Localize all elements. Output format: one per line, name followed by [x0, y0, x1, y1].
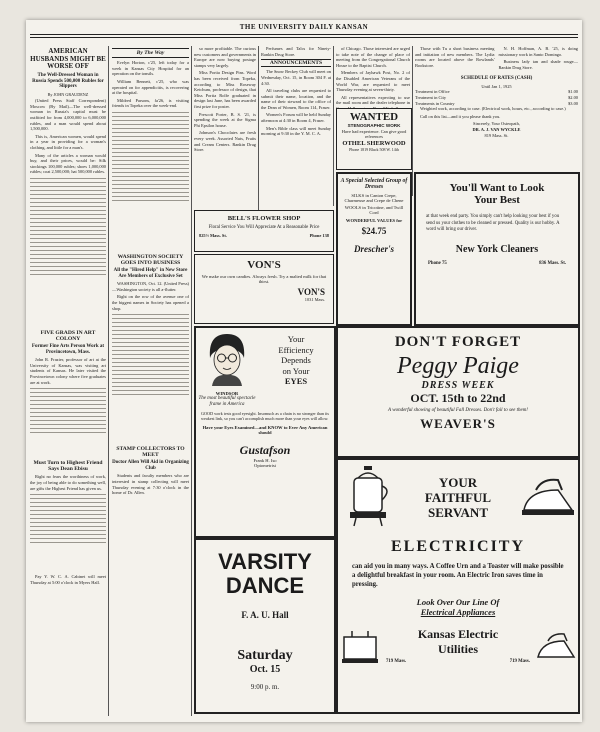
- headline-line: on Your: [282, 365, 310, 376]
- gustafson-headline: [258, 328, 334, 407]
- varsity-title: VARSITY DANCE: [218, 549, 312, 598]
- ny-cleaners-address: 836 Mass. St.: [539, 260, 566, 266]
- utility-address: 719 Mass.: [509, 659, 530, 664]
- bells-phone: Phone 138: [309, 233, 329, 238]
- rates-list: [415, 89, 578, 106]
- utility-name: [382, 627, 534, 666]
- body-text-lines: [112, 112, 189, 252]
- ny-cleaners-name: New York Cleaners: [455, 243, 539, 255]
- article-paragraph: Right no fears the worthiness of work, the joy of being able to do something well, are gifts the Highest Friend has given us.: [30, 474, 106, 491]
- wanted-subtitle: STENOGRAPHIC WORK: [347, 123, 401, 128]
- column-rule: [412, 46, 413, 196]
- electric-cta-2: Electrical Appliances: [420, 607, 496, 617]
- rate-price: $1.00: [568, 89, 578, 95]
- article-paragraph: Those with Tu a short business meeting and initiation of new members. The Lydia rooms are located above the Rowlands' Bookstore.: [415, 46, 495, 68]
- subheadline: The Well-Dressed Woman in Russia Spends 500,000 Rubles for Slippers: [32, 73, 104, 90]
- section-heading: By The Way: [112, 48, 189, 58]
- vons-footer: [195, 287, 325, 302]
- headline: STAMP COLLECTORS TO MEET: [116, 446, 185, 459]
- article-paragraph: Weighted work, according to case. (Electrical work, hours, etc., according to case.): [420, 106, 566, 112]
- article-paragraph: Members of Jayhawk Post, No. 2 of the Disabled American Veterans of the World War, are requested to meet Thursday evening at seven-thirty.: [336, 70, 410, 93]
- rates-subtitle: Until Jan 1, 1925: [481, 83, 512, 89]
- headline: WASHINGTON SOCIETY GOES INTO BUSINESS: [117, 253, 184, 267]
- electric-bottom: [338, 627, 578, 666]
- rate-label: Treatment in Office: [415, 89, 450, 95]
- newspaper-page: [26, 20, 582, 722]
- wanted-name: OTHEL SHERWOOD: [342, 140, 406, 147]
- bells-text: Floral Service You Will Appreciate At a Reasonable Price: [208, 225, 320, 230]
- windsor-caption: The most beautiful spectacle frame in America: [198, 396, 256, 407]
- utility-address: 719 Mass.: [386, 659, 407, 664]
- ny-cleaners-title-2: Your Best: [474, 194, 520, 206]
- gustafson-logo: Gustafson: [239, 443, 291, 458]
- announcements-heading: ANNOUNCEMENTS: [261, 59, 331, 67]
- varsity-date: Oct. 15: [249, 664, 281, 675]
- ny-cleaners-ad: [414, 172, 580, 326]
- gustafson-subline: Frank H. Iso: [253, 458, 277, 464]
- utility-addresses: [386, 659, 530, 664]
- gustafson-subline: Optometrist: [254, 463, 276, 469]
- dreschers-ad: [336, 172, 412, 326]
- column-rule: [108, 46, 109, 716]
- byline: By JOHN GRAUDENZ: [47, 91, 89, 97]
- peggy-text: A wonderful showing of beautiful Fall Dresses. Don't fail to see them!: [388, 408, 528, 413]
- vons-text: We make our own candies. Always fresh. Try a malted milk for that thirst.: [201, 274, 327, 284]
- article-paragraph: Prescott Porter, B. S. '21, is spending the week at the Sigma Phi Epsilon house.: [194, 111, 256, 128]
- body-text-lines: [30, 388, 106, 458]
- slogan-line: YOUR: [438, 474, 478, 490]
- electric-iron-icon: [518, 472, 578, 522]
- article-paragraph: Evelyn Horton, c'25, left today for a week in Kansas City Hospital for an operation on the tonsils.: [112, 60, 189, 77]
- peggy-subtitle: DRESS WEEK: [421, 380, 495, 391]
- gustafson-ad: [194, 326, 336, 538]
- dreschers-line: WOOLS in Tricotine, and Twill Cord: [344, 205, 404, 215]
- signature: Sincerely, Your Osteopath,: [473, 121, 520, 127]
- bells-flower-ad: [194, 210, 334, 252]
- subheadline: All the "Hired Help" in New Store Are Members of Exclusive Set: [113, 268, 188, 279]
- column-rule: [333, 46, 334, 206]
- rate-price: $3.00: [568, 100, 578, 106]
- article-paragraph: All traveling clubs are requested to submit their name, location, and the name of their steward to the office of the Dean of Women, Room 114, Fraser.: [261, 88, 331, 110]
- article-paragraph: All representatives expecting to use the mail room and the dealer telephone in: [336, 94, 410, 106]
- slogan-line: FAITHFUL: [424, 489, 492, 505]
- article-paragraph: William Bennett, c'25, who was operated on for appendicitis, is recovering at the hospital.: [112, 78, 189, 96]
- article-paragraph: Business lady tan and shade rouge—Rankin Drug Store.: [498, 59, 578, 70]
- headline-line: Your: [287, 334, 305, 344]
- toaster-icon: [338, 629, 382, 665]
- dreschers-line: WONDERFUL VALUES for: [345, 218, 403, 223]
- ny-cleaners-text: at that week end party. You simply can't help looking your best if you send us your clothes to be cleaned or pressed. Quality is our hobby. A word will bring our driver.: [426, 214, 560, 232]
- rates-title: SCHEDULE OF RATES (CASH): [460, 76, 533, 82]
- electric-iron-small-icon: [534, 629, 578, 665]
- article-paragraph: Perfumes and Talcs for Ninety-Rankin Drug Store.: [261, 46, 331, 57]
- signature-name: DR. A. J. VAN WYCKLE: [472, 127, 521, 133]
- rate-label: Treatments in Country: [415, 100, 455, 106]
- headline-line: EYES: [284, 376, 308, 386]
- article-paragraph: This is, American women, would spend in a year in providing for a woman's clothing, and little for a man's.: [30, 133, 106, 150]
- article-paragraph: N. H. Hoffman, A. B. '25, is doing missionary work in Santo Domingo.: [498, 46, 578, 57]
- electric-text: can aid you in many ways. A Coffee Urn and a Toaster will make possible a delightful breakfast in your room. An Electric Iron saves time in pressing.: [352, 563, 564, 588]
- headline: AMERICAN HUSBANDS MIGHT BE WORSE OFF: [30, 47, 106, 71]
- article-paragraph: so more profitable. The curious new customers and governments in Europe are now buying postage stamps very largely.: [194, 46, 256, 68]
- article-paragraph: of Chicago. Those interested are urged to take note of the change of place of meeting from the Congregational Church House to the Baptist Church.: [336, 46, 410, 68]
- dreschers-price: $24.75: [361, 226, 387, 236]
- bells-address: 825½ Mass. St.: [199, 233, 227, 238]
- article-paragraph: The Snow Beckey Club will meet on Wednesday, Oct. 15, in Room 304 F. at 4:30.: [261, 69, 331, 86]
- body-text-lines: [30, 178, 106, 328]
- wanted-text: Have had experience. Can give good references: [341, 129, 407, 139]
- bells-title: BELL'S FLOWER SHOP: [227, 215, 301, 222]
- article-paragraph: Women's Forum will be held Sunday afternoon at 4:30 in Room 4, Fraser.: [261, 112, 331, 124]
- masthead: THE UNIVERSITY DAILY KANSAN: [239, 23, 369, 31]
- rate-label: Treatment in City: [415, 95, 447, 101]
- utility-name-line: Utilities: [438, 642, 478, 656]
- article-paragraph: Right on the row of the avenue one of the biggest names in Society has opened a shop.: [112, 294, 189, 311]
- article-paragraph: Men's Bible class will meet Sunday morning at 9:30 in the Y. M. C. A.: [261, 125, 331, 137]
- article-paragraph: John R. Frazier, professor of art at the University of Kansas, was visiting art students of Kansas. He later visited the Provincetown colony where five graduates are at work.: [30, 357, 106, 385]
- wanted-phone: Phone 1819 Black 508 W. 14th: [349, 147, 399, 152]
- dreschers-line: SILKS in Canton Crepe, Charmeuse and Crepe de Chene: [344, 193, 404, 203]
- weavers-logo: WEAVER'S: [420, 416, 496, 431]
- masthead-rule-2: [30, 37, 578, 38]
- dreschers-title: A Special Selected Group of Dresses: [340, 178, 408, 190]
- article-paragraph: (United Press Staff Correspondent) Moscow (By Mail)—The well-dressed woman in Russia's capital must be outfitted for from 4,000,000 to 6,000,000 rubles, and a man would spend about 1,500,000.: [30, 98, 106, 132]
- varsity-place: F. A. U. Hall: [241, 610, 289, 620]
- article-paragraph: Mildred Parsons, fa'26, is visiting friends in Topeka over the week-end.: [112, 97, 189, 109]
- varsity-time: 9:00 p. m.: [250, 683, 280, 691]
- article-paragraph: Johnson's Chocolates are fresh every week. Assorted Nuts, Fruits and Cream Centers. Rankin Drug Store.: [194, 130, 256, 153]
- dreschers-logo: Drescher's: [354, 244, 394, 254]
- windsor-brand: WINDSOR: [215, 391, 239, 396]
- peggy-paige-ad: [336, 326, 580, 458]
- column-4: [261, 46, 331, 234]
- column-rule: [191, 46, 192, 716]
- bells-footer: [199, 233, 329, 238]
- signature-address: 819 Mass. St.: [484, 132, 509, 138]
- column-2: [112, 46, 189, 716]
- vons-address: 1031 Mass.: [304, 297, 325, 302]
- gustafson-text: GOOD work tests good eyesight. Insomuch as a chain is no stronger than its weakest link, so you can't accomplish much more than your eyes will allow.: [201, 411, 329, 422]
- slogan-line: SERVANT: [428, 504, 488, 520]
- article-paragraph: Call on this list—and it you please thank you.: [420, 113, 501, 119]
- subheadline: Doctor Allen Will Aid in Organizing Club: [112, 460, 189, 471]
- body-text-lines: [30, 494, 106, 574]
- vons-logo: VON'S: [297, 287, 325, 297]
- wanted-title: WANTED: [349, 111, 399, 123]
- electric-slogan: [398, 475, 518, 520]
- gustafson-top: [196, 328, 334, 407]
- ny-cleaners-phone: Phone 75: [428, 260, 447, 266]
- woman-with-glasses-illustration: [202, 328, 252, 386]
- utility-name-line: Kansas Electric: [417, 627, 499, 641]
- rate-price: $2.00: [568, 95, 578, 101]
- electric-top: [338, 460, 578, 534]
- headline: FIVE GRADS IN ART COLONY: [40, 329, 96, 343]
- gustafson-illustration: [196, 328, 258, 407]
- gustafson-cta: Have your Eyes Examined—and KNOW to Ever Any American should: [202, 425, 328, 436]
- column-rule: [258, 46, 259, 236]
- wanted-ad: [336, 108, 412, 170]
- article-paragraph: WASHINGTON, Oct. 12. (United Press)—Washington society is all a-flutter.: [112, 281, 189, 292]
- electricity-title: ELECTRICITY: [390, 538, 526, 555]
- ny-cleaners-footer: [428, 261, 566, 266]
- body-text-lines: [112, 314, 189, 444]
- article-paragraph: Many of the articles a woman would buy, and their prices, would be: Silk stockings 100,000 rubles; shoes 1,000,000 rubles; coat 2,500,000; hat 500,000 rubles.: [30, 152, 106, 175]
- ny-cleaners-title: You'll Want to Look: [449, 182, 545, 194]
- varsity-dance-ad: [194, 538, 336, 714]
- coffee-urn-icon: [338, 464, 398, 530]
- peggy-brand: Peggy Paige: [397, 353, 519, 379]
- column-3: [194, 46, 256, 234]
- vons-ad: [194, 254, 334, 324]
- subheadline: Former Fine Arts Person Work at Provincetown, Mass.: [31, 344, 105, 355]
- headline-line: Efficiency: [278, 344, 314, 355]
- headline-line: Depends: [281, 355, 311, 365]
- electric-cta: Look Over Our Line Of: [416, 597, 500, 607]
- article-paragraph: Miss Portia Design Pins. Word has been received from Topeka, according to Miss Roseway Ketchum, professor of design, that Miss Portia Rolfe graduated in design last June, has been awarded first prize for poster.: [194, 70, 256, 109]
- column-6-right: [499, 46, 579, 72]
- headline: Must Turn to Highest Friend Says Dean Ebisu: [33, 460, 103, 473]
- masthead-rule: [30, 34, 578, 35]
- article-paragraph: Students and faculty members who are interested in stamp collecting will meet Thursday evening at 7:30 o'clock in the home of Dr. Allen.: [112, 473, 189, 496]
- column-1: [30, 46, 106, 716]
- peggy-dates: OCT. 15th to 22nd: [410, 391, 506, 405]
- electric-ad: [336, 458, 580, 714]
- peggy-title: DON'T FORGET: [394, 334, 522, 350]
- vons-title: VON'S: [247, 259, 281, 271]
- article-paragraph: Pay Y. W. C. A. Cabinet will meet Thursday at 5:00 o'clock in Myers Hall.: [30, 574, 106, 585]
- varsity-day: Saturday: [237, 648, 293, 663]
- column-6-top: [415, 46, 578, 72]
